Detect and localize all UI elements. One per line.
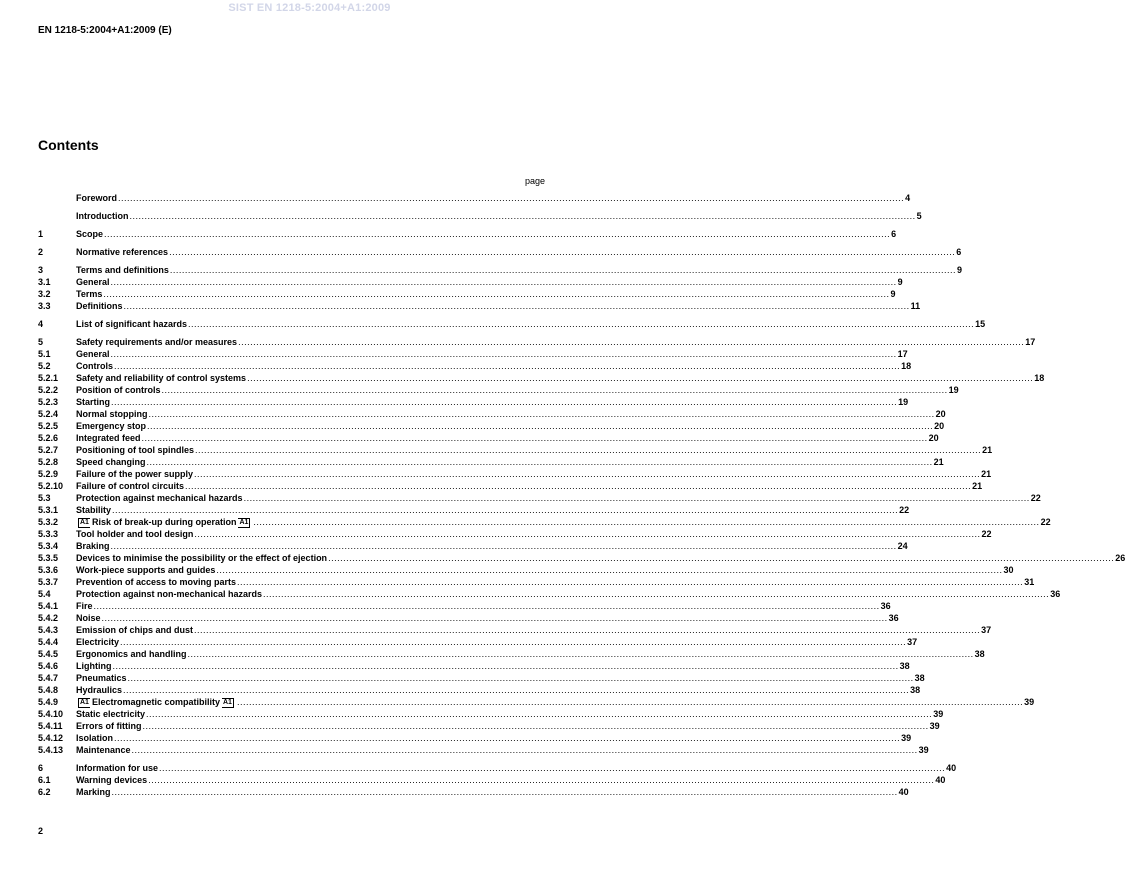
- toc-entry[interactable]: [38, 672, 925, 684]
- dot-leader: [118, 192, 904, 204]
- toc-entry[interactable]: [38, 456, 944, 468]
- dot-leader: [237, 576, 1023, 588]
- toc-entry-title: Positioning of tool spindles: [76, 445, 194, 455]
- dot-leader: [169, 246, 955, 258]
- watermark: SIST EN 1218-5:2004+A1:2009: [228, 2, 391, 14]
- toc-entry-number: 5: [38, 337, 44, 347]
- toc-entry[interactable]: [38, 210, 922, 222]
- toc-entry[interactable]: [38, 288, 896, 300]
- footer-page-number: 2: [38, 826, 44, 836]
- toc-entry-title-wrap: [76, 492, 243, 504]
- dot-leader: [143, 720, 929, 732]
- toc-entry-page: 39: [1024, 697, 1035, 707]
- toc-entry[interactable]: [38, 648, 985, 660]
- dot-leader: [114, 732, 900, 744]
- toc-entry-title-wrap: [76, 348, 110, 360]
- toc-entry-title: Emission of chips and dust: [76, 625, 194, 635]
- dot-leader: [111, 396, 897, 408]
- toc-entry-title: Hydraulics: [76, 685, 123, 695]
- toc-entry-number: 5.2.1: [38, 373, 59, 383]
- toc-entry-number: 5.2.6: [38, 433, 59, 443]
- dot-leader: [253, 516, 1039, 528]
- dot-leader: [124, 300, 910, 312]
- toc-entry-title: Tool holder and tool design: [76, 529, 194, 539]
- dot-leader: [195, 444, 981, 456]
- toc-entry-title: Starting: [76, 397, 111, 407]
- toc-entry-title-wrap: [76, 264, 169, 276]
- toc-entry[interactable]: [38, 684, 921, 696]
- toc-entry[interactable]: [38, 588, 1061, 600]
- toc-entry-title-wrap: [76, 300, 123, 312]
- dot-leader: [170, 264, 956, 276]
- toc-entry-title: Position of controls: [76, 385, 161, 395]
- toc-entry-title: Stability: [76, 505, 112, 515]
- toc-entry[interactable]: [38, 720, 940, 732]
- toc-entry-page: 18: [901, 361, 912, 371]
- dot-leader: [148, 774, 934, 786]
- toc-entry-title-wrap: [76, 528, 193, 540]
- toc-entry[interactable]: [38, 636, 918, 648]
- toc-entry-number: 5.2.7: [38, 445, 59, 455]
- toc-entry-number: 5.2.5: [38, 421, 59, 431]
- dot-leader: [104, 228, 890, 240]
- toc-entry-title-wrap: [76, 468, 193, 480]
- toc-entry-title-wrap: [76, 432, 141, 444]
- toc-entry-title: Protection against non-mechanical hazards: [76, 589, 263, 599]
- amendment-end-marker: A1: [239, 519, 249, 526]
- dot-leader: [328, 552, 1114, 564]
- toc-entry-title-wrap: [76, 600, 93, 612]
- toc-entry-page: 38: [910, 685, 921, 695]
- dot-leader: [185, 480, 971, 492]
- toc-entry-page: 38: [914, 673, 925, 683]
- toc-entry-title: Isolation: [76, 733, 114, 743]
- toc-entry-number: 5.4.3: [38, 625, 59, 635]
- toc-entry-title: Information for use: [76, 763, 159, 773]
- toc-entry-page: 30: [1003, 565, 1014, 575]
- document-id: EN 1218-5:2004+A1:2009 (E): [38, 25, 172, 36]
- dot-leader: [188, 648, 974, 660]
- toc-entry[interactable]: [38, 576, 1035, 588]
- toc-entry-page: 6: [891, 229, 897, 239]
- toc-entry-number: 5.3.5: [38, 553, 59, 563]
- toc-entry-title-wrap: [76, 408, 148, 420]
- toc-entry-title-wrap: [76, 456, 146, 468]
- toc-entry-title-wrap: [76, 210, 129, 222]
- toc-entry-title-wrap: [76, 384, 161, 396]
- toc-entry-title-wrap: [76, 192, 117, 204]
- dot-leader: [159, 762, 945, 774]
- toc-entry-number: 5.2.2: [38, 385, 59, 395]
- toc-entry-title-wrap: [76, 552, 327, 564]
- toc-entry-page: 20: [934, 421, 945, 431]
- dot-leader: [147, 456, 933, 468]
- toc-entry-title: Foreword: [76, 193, 118, 203]
- toc-entry-page: 18: [1034, 373, 1045, 383]
- toc-entry-title: List of significant hazards: [76, 319, 188, 329]
- toc-entry[interactable]: [38, 360, 912, 372]
- toc-entry[interactable]: [38, 300, 921, 312]
- dot-leader: [149, 408, 935, 420]
- toc-entry-title: Pneumatics: [76, 673, 127, 683]
- toc-entry-title: Devices to minimise the possibility or the effect of ejection: [76, 553, 328, 563]
- toc-entry-number: 5.2.10: [38, 481, 64, 491]
- toc-entry-page: 9: [956, 265, 962, 275]
- toc-entry[interactable]: [38, 762, 957, 774]
- toc-entry-number: 5.4.8: [38, 685, 59, 695]
- toc-entry[interactable]: [38, 516, 1051, 528]
- toc-entry-number: 6.2: [38, 787, 51, 797]
- toc-entry-title-wrap: [76, 588, 262, 600]
- toc-entry-page: 37: [907, 637, 918, 647]
- toc-entry-number: 5.4.2: [38, 613, 59, 623]
- toc-entry-title: General: [76, 277, 110, 287]
- toc-entry-page: 39: [901, 733, 912, 743]
- toc-entry-title: Maintenance: [76, 745, 131, 755]
- toc-entry-title-wrap: [76, 636, 119, 648]
- toc-entry-page: 9: [890, 289, 896, 299]
- toc-entry[interactable]: [38, 564, 1014, 576]
- toc-entry[interactable]: [38, 228, 897, 240]
- toc-entry-number: 5.3.2: [38, 517, 59, 527]
- toc-entry-number: 5.3.1: [38, 505, 59, 515]
- toc-entry-title-wrap: [76, 480, 184, 492]
- toc-entry-page: 26: [1115, 553, 1125, 563]
- toc-entry-number: 6.1: [38, 775, 51, 785]
- page-column-label: page: [524, 176, 545, 186]
- toc-entry[interactable]: [38, 384, 959, 396]
- toc-entry-title-wrap: [76, 720, 142, 732]
- toc-entry-number: 3.3: [38, 301, 51, 311]
- toc-entry-page: 4: [905, 193, 911, 203]
- toc-entry-page: 39: [929, 721, 940, 731]
- dot-leader: [263, 588, 1049, 600]
- toc-entry[interactable]: [38, 468, 992, 480]
- toc-entry-title: Definitions: [76, 301, 123, 311]
- dot-leader: [237, 696, 1023, 708]
- toc-entry[interactable]: [38, 348, 908, 360]
- toc-entry-page: 40: [898, 787, 909, 797]
- dot-leader: [113, 660, 899, 672]
- toc-entry-title: Safety requirements and/or measures: [76, 337, 238, 347]
- toc-entry[interactable]: [38, 396, 909, 408]
- toc-entry-title-wrap: [76, 576, 236, 588]
- toc-entry-number: 5.3: [38, 493, 51, 503]
- toc-entry-page: 24: [897, 541, 908, 551]
- toc-entry-page: 22: [899, 505, 910, 515]
- toc-entry-title-wrap: [76, 648, 187, 660]
- dot-leader: [94, 600, 880, 612]
- toc-entry-title: Speed changing: [76, 457, 146, 467]
- toc-entry[interactable]: [38, 786, 909, 798]
- toc-entry-title: Warning devices: [76, 775, 148, 785]
- toc-entry-page: 21: [982, 445, 993, 455]
- toc-entry[interactable]: [38, 276, 903, 288]
- toc-entry-title-wrap: [76, 660, 112, 672]
- toc-entry-page: 19: [948, 385, 959, 395]
- toc-entry[interactable]: [38, 432, 939, 444]
- toc-entry[interactable]: [38, 612, 899, 624]
- toc-entry-number: 5.3.4: [38, 541, 59, 551]
- dot-leader: [194, 468, 980, 480]
- toc-entry-title: Marking: [76, 787, 111, 797]
- toc-entry[interactable]: [38, 624, 992, 636]
- toc-entry-number: 5.4.12: [38, 733, 64, 743]
- toc-entry-number: 5.4: [38, 589, 51, 599]
- toc-entry-number: 5.2.8: [38, 457, 59, 467]
- toc-entry-page: 36: [1050, 589, 1061, 599]
- toc-entry-number: 5.3.7: [38, 577, 59, 587]
- toc-entry[interactable]: [38, 420, 945, 432]
- toc-entry-page: 22: [1040, 517, 1051, 527]
- toc-entry[interactable]: [38, 372, 1045, 384]
- toc-entry-title-wrap: [76, 744, 131, 756]
- toc-entry[interactable]: [38, 444, 993, 456]
- toc-entry-title: Scope: [76, 229, 104, 239]
- toc-entry[interactable]: [38, 744, 929, 756]
- amendment-start-marker: A1: [80, 699, 89, 706]
- dot-leader: [130, 210, 916, 222]
- toc-entry-page: 36: [880, 601, 891, 611]
- toc-entry-title-wrap: [76, 762, 158, 774]
- toc-entry-title: Normal stopping: [76, 409, 148, 419]
- toc-entry-title-wrap: [76, 564, 215, 576]
- toc-entry-title-wrap: [76, 612, 101, 624]
- toc-entry-title-wrap: [76, 732, 113, 744]
- dot-leader: [128, 672, 914, 684]
- dot-leader: [112, 786, 898, 798]
- amendment-start-marker: A1: [80, 519, 89, 526]
- toc-entry-page: 6: [956, 247, 962, 257]
- toc-entry-title-wrap: [76, 396, 110, 408]
- toc-entry-title-wrap: [76, 228, 103, 240]
- toc-entry-number: 5.4.10: [38, 709, 64, 719]
- toc-entry[interactable]: [38, 600, 891, 612]
- toc-entry-title-wrap: [76, 420, 146, 432]
- amendment-end-marker: A1: [222, 699, 232, 706]
- toc-entry-page: 40: [935, 775, 946, 785]
- dot-leader: [188, 318, 974, 330]
- toc-entry-number: 5.4.7: [38, 673, 59, 683]
- toc-entry-title: Integrated feed: [76, 433, 141, 443]
- toc-entry-title: Introduction: [76, 211, 129, 221]
- toc-entry-title: Ergonomics and handling: [76, 649, 187, 659]
- toc-entry-number: 5.2.4: [38, 409, 59, 419]
- toc-entry-title-wrap: [76, 444, 194, 456]
- toc-entry[interactable]: [38, 552, 1125, 564]
- toc-entry-title: Controls: [76, 361, 113, 371]
- toc-entry-title-wrap: [76, 360, 113, 372]
- toc-entry[interactable]: [38, 660, 910, 672]
- toc-entry-page: 22: [981, 529, 992, 539]
- toc-entry-title-wrap: [76, 696, 236, 708]
- dot-leader: [147, 420, 933, 432]
- toc-entry-page: 20: [928, 433, 939, 443]
- dot-leader: [247, 372, 1033, 384]
- dot-leader: [142, 432, 928, 444]
- toc-entry-title-wrap: [76, 372, 246, 384]
- dot-leader: [102, 612, 888, 624]
- toc-entry-title-wrap: [76, 504, 111, 516]
- toc-entry-page: 15: [975, 319, 986, 329]
- toc-entry[interactable]: [38, 192, 911, 204]
- toc-entry[interactable]: [38, 696, 1035, 708]
- dot-leader: [111, 540, 897, 552]
- dot-leader: [194, 624, 980, 636]
- toc-entry-title: Failure of control circuits: [76, 481, 185, 491]
- toc-entry-number: 5.4.5: [38, 649, 59, 659]
- toc-entry-title-wrap: [76, 624, 193, 636]
- toc-entry-number: 3.1: [38, 277, 51, 287]
- toc-entry-number: 1: [38, 229, 44, 239]
- toc-entry[interactable]: [38, 528, 992, 540]
- toc-entry-title: Normative references: [76, 247, 169, 257]
- toc-entry-title-wrap: [76, 318, 187, 330]
- toc-entry-title: Safety and reliability of control systems: [76, 373, 247, 383]
- toc-entry[interactable]: [38, 774, 946, 786]
- dot-leader: [216, 564, 1002, 576]
- dot-leader: [146, 708, 932, 720]
- toc-entry-number: 4: [38, 319, 44, 329]
- toc-entry-number: 5.4.1: [38, 601, 59, 611]
- dot-leader: [103, 288, 889, 300]
- toc-entry-number: 2: [38, 247, 44, 257]
- toc-entry-title-wrap: [76, 672, 127, 684]
- toc-entry-title-wrap: [76, 684, 122, 696]
- toc-entry-number: 5.4.11: [38, 721, 63, 731]
- toc-entry-page: 21: [981, 469, 992, 479]
- toc-entry[interactable]: [38, 708, 944, 720]
- toc-entry-number: 5.3.3: [38, 529, 59, 539]
- toc-entry-title: Electromagnetic compatibility: [91, 697, 220, 707]
- toc-entry[interactable]: [38, 408, 946, 420]
- dot-leader: [162, 384, 948, 396]
- toc-entry[interactable]: [38, 480, 983, 492]
- toc-entry-title-wrap: [76, 246, 168, 258]
- dot-leader: [120, 636, 906, 648]
- dot-leader: [238, 336, 1024, 348]
- toc-entry-page: 39: [918, 745, 929, 755]
- toc-entry-number: 5.4.9: [38, 697, 59, 707]
- toc-entry-title: Prevention of access to moving parts: [76, 577, 237, 587]
- dot-leader: [111, 348, 897, 360]
- toc-entry-page: 38: [899, 661, 910, 671]
- toc-entry-page: 39: [933, 709, 944, 719]
- toc-entry-page: 20: [935, 409, 946, 419]
- table-of-contents: [38, 192, 1125, 798]
- dot-leader: [244, 492, 1030, 504]
- toc-entry-title-wrap: [76, 516, 252, 528]
- toc-entry-page: 37: [981, 625, 992, 635]
- toc-entry-title: Errors of fitting: [76, 721, 142, 731]
- toc-entry[interactable]: [38, 246, 962, 258]
- toc-entry-page: 21: [933, 457, 944, 467]
- toc-entry-page: 31: [1024, 577, 1035, 587]
- toc-entry-page: 9: [897, 277, 903, 287]
- toc-entry-title: Electricity: [76, 637, 120, 647]
- toc-entry-title: Protection against mechanical hazards: [76, 493, 243, 503]
- toc-entry-number: 3: [38, 265, 44, 275]
- toc-entry-title: Risk of break-up during operation: [91, 517, 237, 527]
- toc-entry-page: 40: [946, 763, 957, 773]
- dot-leader: [114, 360, 900, 372]
- toc-entry[interactable]: [38, 492, 1041, 504]
- toc-entry-page: 5: [916, 211, 922, 221]
- toc-entry-title-wrap: [76, 774, 147, 786]
- toc-entry-title: Noise: [76, 613, 101, 623]
- toc-entry-title: Terms: [76, 289, 103, 299]
- toc-entry-page: 22: [1030, 493, 1041, 503]
- toc-entry-title-wrap: [76, 708, 145, 720]
- toc-entry[interactable]: [38, 318, 986, 330]
- dot-leader: [111, 276, 897, 288]
- dot-leader: [112, 504, 898, 516]
- toc-entry-title: Static electricity: [76, 709, 146, 719]
- toc-entry-page: 38: [974, 649, 985, 659]
- toc-entry-title-wrap: [76, 288, 102, 300]
- contents-title: Contents: [38, 137, 99, 153]
- toc-entry-page: 17: [1025, 337, 1036, 347]
- toc-entry-title-wrap: [76, 786, 111, 798]
- toc-entry-title-wrap: [76, 276, 110, 288]
- toc-entry-title-wrap: [76, 540, 110, 552]
- toc-entry-number: 5.2: [38, 361, 51, 371]
- toc-entry[interactable]: [38, 336, 1036, 348]
- toc-entry-number: 5.4.13: [38, 745, 64, 755]
- toc-entry-title: Work-piece supports and guides: [76, 565, 216, 575]
- toc-entry-number: 6: [38, 763, 44, 773]
- toc-entry-title: General: [76, 349, 110, 359]
- toc-entry[interactable]: [38, 264, 962, 276]
- toc-entry-page: 19: [898, 397, 909, 407]
- toc-entry-number: 5.2.3: [38, 397, 59, 407]
- toc-entry-title: Terms and definitions: [76, 265, 169, 275]
- toc-entry-page: 21: [972, 481, 983, 491]
- toc-entry-title-wrap: [76, 336, 237, 348]
- dot-leader: [194, 528, 980, 540]
- dot-leader: [132, 744, 918, 756]
- toc-entry-number: 5.4.6: [38, 661, 59, 671]
- toc-entry-title: Emergency stop: [76, 421, 147, 431]
- toc-entry-page: 11: [910, 301, 921, 311]
- toc-entry[interactable]: [38, 540, 908, 552]
- toc-entry-number: 5.4.4: [38, 637, 59, 647]
- toc-entry[interactable]: [38, 732, 912, 744]
- toc-entry-number: 5.2.9: [38, 469, 59, 479]
- toc-entry-number: 5.3.6: [38, 565, 59, 575]
- toc-entry[interactable]: [38, 504, 910, 516]
- toc-entry-page: 17: [897, 349, 908, 359]
- toc-entry-number: 3.2: [38, 289, 51, 299]
- dot-leader: [123, 684, 909, 696]
- toc-entry-title: Fire: [76, 601, 93, 611]
- toc-entry-title: Lighting: [76, 661, 112, 671]
- toc-entry-page: 36: [888, 613, 899, 623]
- toc-entry-number: 5.1: [38, 349, 51, 359]
- toc-entry-title: Braking: [76, 541, 110, 551]
- toc-entry-title: Failure of the power supply: [76, 469, 194, 479]
